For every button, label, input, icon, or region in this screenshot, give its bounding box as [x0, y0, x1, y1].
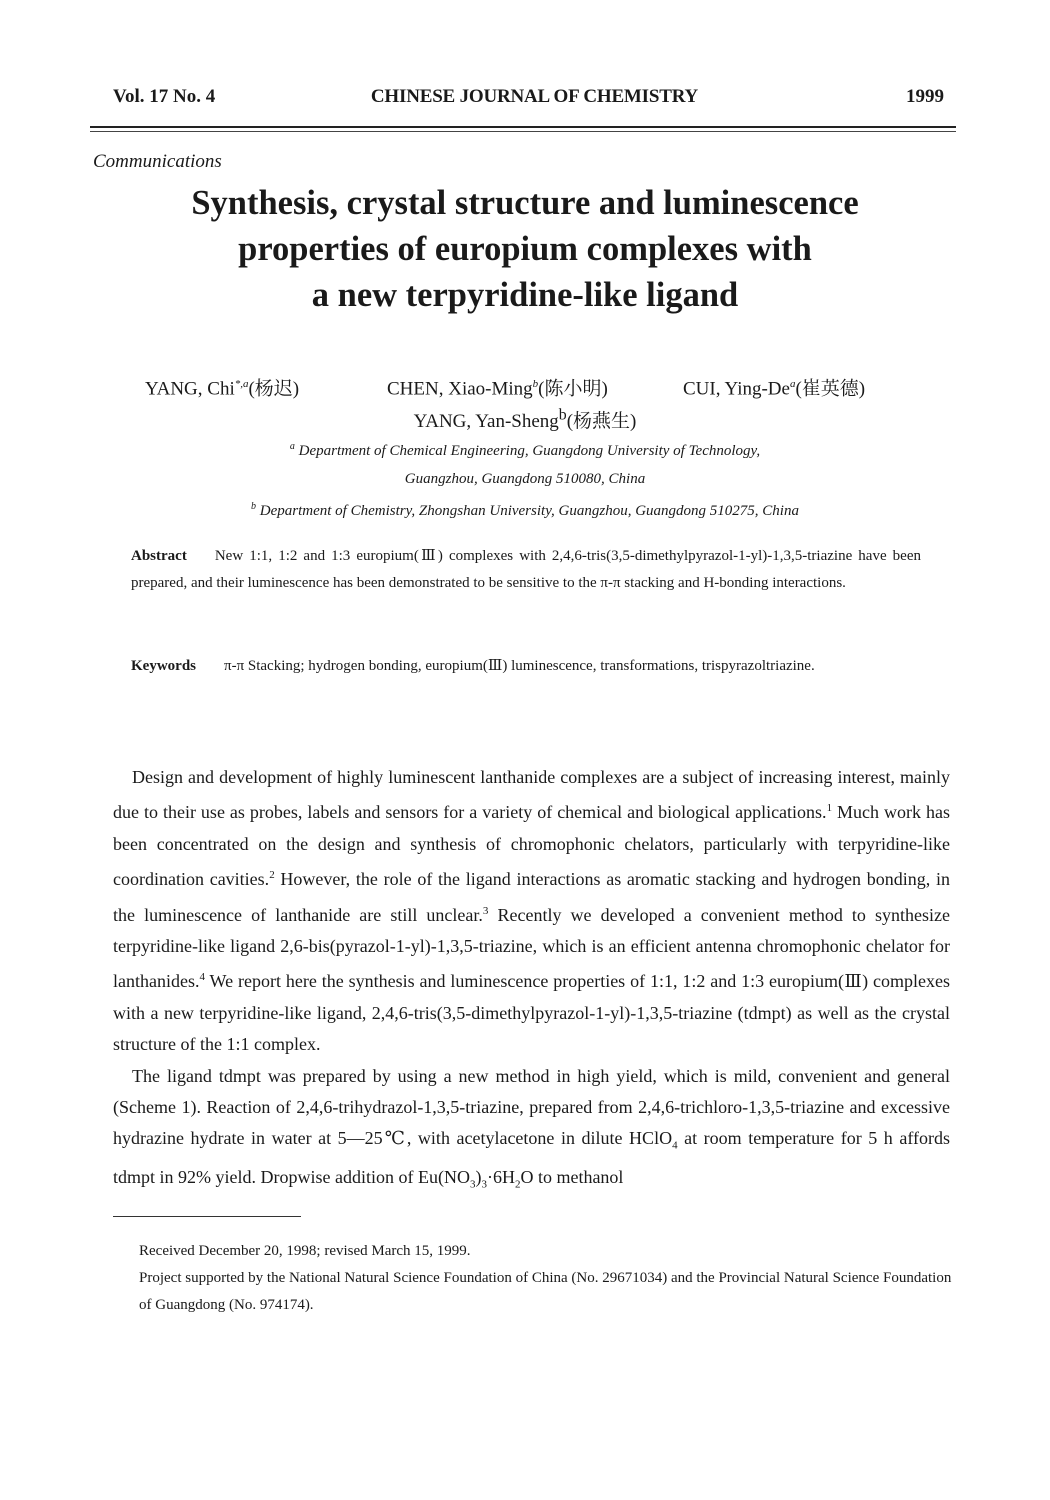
- subscript: 3: [469, 1179, 476, 1192]
- subscript: 4: [672, 1140, 678, 1153]
- affil-mark: a: [289, 441, 295, 452]
- section-label: Communications: [93, 151, 222, 172]
- funding-note: Project supported by the National Natural Science Foundation of China (No. 29671034) and the Provincial Natural Science Foundation of Guangdong (No. 974174).: [139, 1270, 952, 1313]
- text-run: Recently we developed a convenient method to synthesize terpyridine-like ligand 2,6-bis(pyrazol-1-yl)-1,3,5-triazine, which is an efficient antenna chromophonic chelator for lanthanides.: [113, 904, 950, 992]
- author-chinese-name: (杨迟): [248, 378, 300, 400]
- title-line: properties of europium complexes with: [238, 230, 812, 268]
- header-rule-thin: [90, 131, 956, 132]
- text-run: at room temperature for 5 h affords tdmpt in 92% yield. Dropwise addition of Eu(NO: [113, 1128, 951, 1188]
- author-affil-mark: a: [789, 378, 796, 390]
- text-run: Design and development of highly luminescent lanthanide complexes are a subject of increasing interest, mainly due to their use as probes, labels and sensors for a variety of chemical and biological applications.: [113, 767, 950, 823]
- text-run: However, the role of the ligand interactions as aromatic stacking and hydrogen bonding, in the luminescence of lanthanide are still unclear.: [113, 869, 951, 925]
- keywords-label: Keywords: [131, 658, 196, 674]
- subscript: 3: [481, 1179, 487, 1192]
- text-run: Much work has been concentrated on the design and synthesis of chromophonic chelators, particularly with terpyridine-like coordination cavities.: [113, 802, 951, 890]
- author-chinese-name: (崔英德): [795, 378, 866, 400]
- author: [413, 407, 637, 433]
- header-rule-thick: [90, 126, 956, 128]
- abstract-label: Abstract: [131, 548, 187, 564]
- body-text: [113, 762, 950, 1201]
- affil-mark: b: [251, 501, 257, 512]
- affiliation-cont: Guangzhou, Guangdong 510080, China: [404, 471, 646, 487]
- journal-name: CHINESE JOURNAL OF CHEMISTRY: [370, 86, 699, 107]
- author-affil-mark: b: [532, 378, 539, 390]
- publication-year: 1999: [906, 86, 944, 107]
- abstract-text: New 1:1, 1:2 and 1:3 europium(Ⅲ) complexes with 2,4,6-tris(3,5-dimethylpyrazol-1-yl)-1,3,5-triazine have been prepared, and their luminescence has been demonstrated to be sensitive to the π-π stacking and H-bonding interactions.: [131, 548, 921, 591]
- author-name: CUI, Ying-De: [683, 378, 790, 400]
- text-run: The ligand tdmpt was prepared by using a new method in high yield, which is mild, convenient and general (Scheme 1). Reaction of 2,4,6-trihydrazol-1,3,5-triazine, prepared from 2,4,6-trichloro-1,3,5-triazine and excessive hydrazine hydrate in water at 5—25℃, with acetylacetone in dilute HClO: [113, 1065, 950, 1149]
- author-chinese-name: (陈小明): [538, 378, 608, 400]
- author-name: YANG, Yan-Sheng: [413, 411, 559, 433]
- footnotes: [139, 1238, 957, 1319]
- text-run: ): [475, 1167, 482, 1188]
- affiliation-list: [0, 433, 1050, 525]
- received-dates: Received December 20, 1998; revised March 15, 1999.: [139, 1243, 471, 1259]
- citation-ref: 3: [482, 904, 489, 917]
- keywords: [131, 653, 921, 680]
- citation-ref: 4: [199, 971, 205, 984]
- text-run: O to methanol: [520, 1167, 624, 1188]
- affil-text: Department of Chemical Engineering, Guangdong University of Technology,: [298, 443, 761, 459]
- paragraph: [113, 762, 950, 1061]
- article-title: [0, 180, 1050, 318]
- author-name: CHEN, Xiao-Ming: [387, 378, 533, 400]
- text-run: ·6H: [486, 1167, 515, 1188]
- title-line: Synthesis, crystal structure and luminescence: [191, 184, 859, 222]
- abstract: [131, 543, 921, 597]
- title-line: a new terpyridine-like ligand: [311, 276, 739, 314]
- paragraph: [113, 1061, 950, 1202]
- citation-ref: 2: [269, 869, 275, 882]
- affiliation: [0, 433, 1050, 465]
- author-affil-mark: *,a: [234, 378, 249, 390]
- author-list: [0, 368, 1050, 432]
- author-affil-mark: b: [558, 407, 567, 424]
- footnote-rule: [113, 1216, 301, 1217]
- volume-number: Vol. 17 No. 4: [113, 86, 216, 107]
- keywords-text: π-π Stacking; hydrogen bonding, europium(Ⅲ) luminescence, transformations, trispyrazoltriazine.: [224, 658, 815, 674]
- author-name: YANG, Chi: [145, 378, 235, 400]
- affil-text: Department of Chemistry, Zhongshan University, Guangzhou, Guangdong 510275, China: [259, 503, 799, 519]
- citation-ref: 1: [826, 802, 833, 815]
- running-head: [113, 86, 956, 112]
- author-chinese-name: (杨燕生): [566, 411, 637, 433]
- affiliation: [0, 493, 1050, 525]
- text-run: We report here the synthesis and luminescence properties of 1:1, 1:2 and 1:3 europium(Ⅲ) complexes with a new terpyridine-like ligand, 2,4,6-tris(3,5-dimethylpyrazol-1-yl)-1,3,5-triazine (tdmpt) as well as the crystal structure of the 1:1 complex.: [113, 971, 950, 1055]
- subscript: 2: [514, 1179, 521, 1192]
